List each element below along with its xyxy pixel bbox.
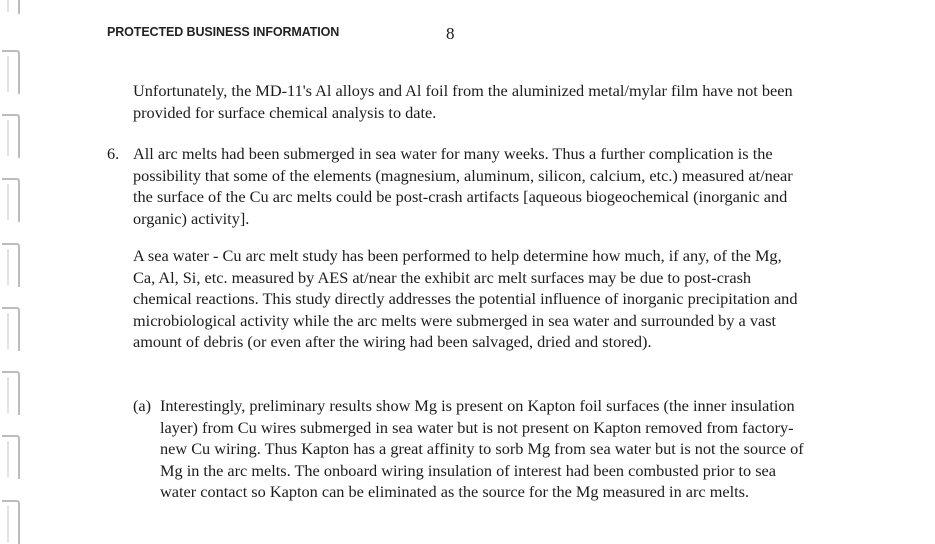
binder-ring bbox=[2, 114, 20, 158]
binder-ring bbox=[2, 178, 20, 222]
sub-item-label: (a) bbox=[133, 396, 152, 415]
binder-ring bbox=[2, 50, 20, 94]
binder-ring bbox=[2, 500, 20, 544]
intro-paragraph: Unfortunately, the MD-11's Al alloys and Al foil from the aluminized metal/mylar film have not been provided for surface chemical analysis to date. bbox=[133, 81, 793, 122]
sub-item-a-text: Interestingly, preliminary results show Mg is present on Kapton foil surfaces (the inner insulation layer) from Cu wires submerged in sea water but is not present on Kapton removed from factory-new Cu wiring. Thus Kapton has a great affinity to sorb Mg from sea water but is not the source of Mg in the arc melts. The onboard wiring insulation of interest had been combusted prior to sea water contact so Kapton can be eliminated as the source for the Mg measured in arc melts. bbox=[160, 396, 804, 501]
document-header: PROTECTED BUSINESS INFORMATION bbox=[107, 25, 340, 39]
page-number: 8 bbox=[446, 24, 455, 43]
binder-ring bbox=[2, 435, 20, 479]
binder-rings bbox=[0, 0, 26, 531]
binder-ring bbox=[2, 0, 20, 14]
binder-ring bbox=[2, 371, 20, 415]
binder-ring bbox=[2, 243, 20, 287]
binder-ring bbox=[2, 307, 20, 351]
study-paragraph: A sea water - Cu arc melt study has been performed to help determine how much, if any, of the Mg, Ca, Al, Si, etc. measured by AES at/near the exhibit arc melt surfaces may be due to post-crash chemical reactions. This study directly addresses the potential influence of inorganic precipitation and microbiological activity while the arc melts were submerged in sea water and surrounded by a vast amount of debris (or even after the wiring had been salvaged, dried and stored). bbox=[133, 246, 798, 351]
item-6-text: All arc melts had been submerged in sea water for many weeks. Thus a further complication is the possibility that some of the elements (magnesium, aluminum, silicon, calcium, etc.) measured at/near the surface of the Cu arc melts could be post-crash artifacts [aqueous biogeochemical (inorganic and organic) activity]. bbox=[133, 144, 793, 228]
item-number: 6. bbox=[107, 144, 120, 163]
